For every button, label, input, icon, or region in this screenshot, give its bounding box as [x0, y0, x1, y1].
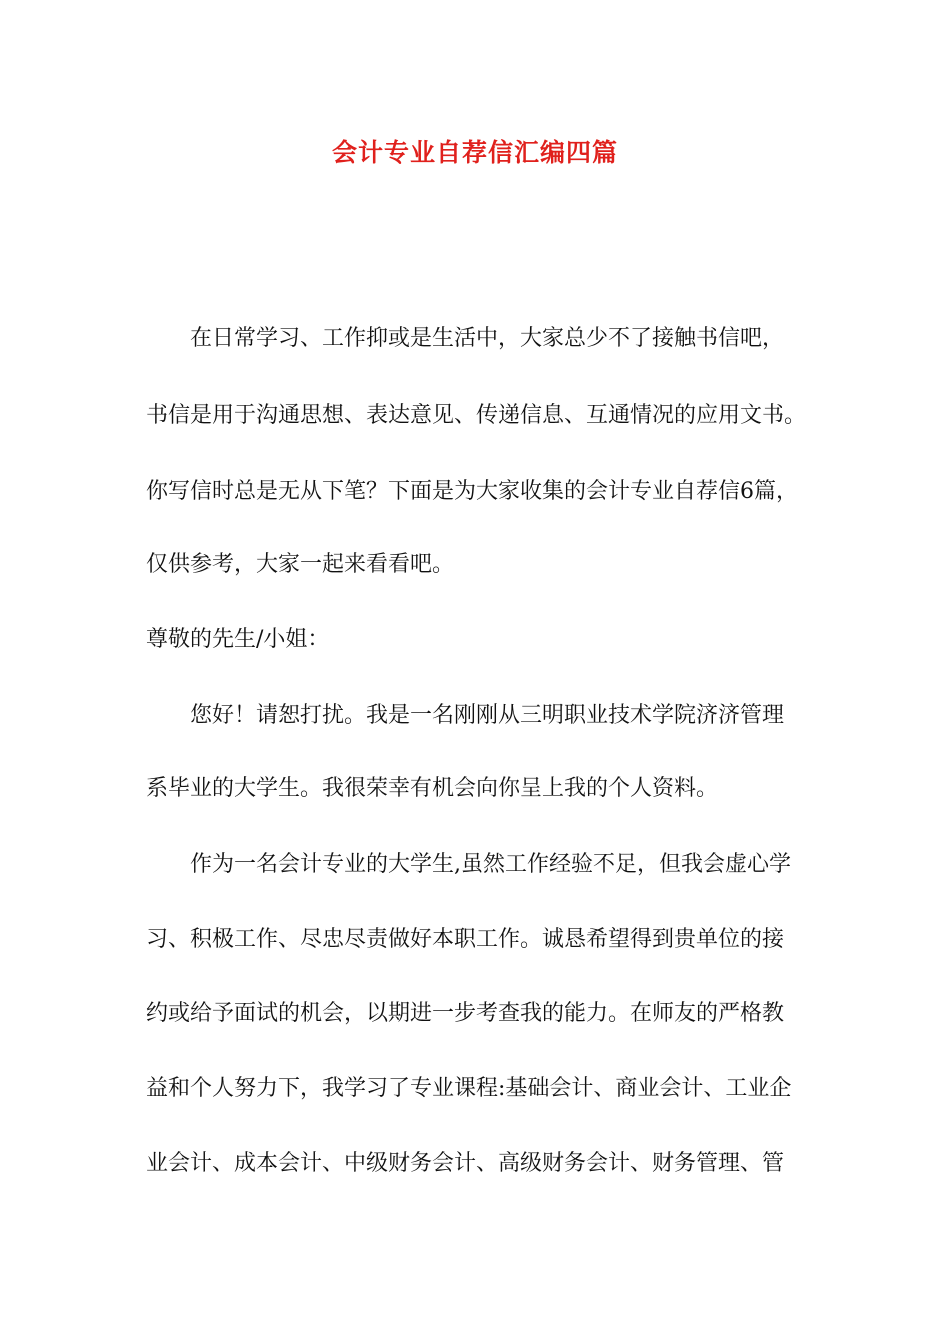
paragraph-line: 您好！请恕打扰。我是一名刚刚从三明职业技术学院济济管理 [190, 703, 785, 728]
paragraph-line: 系毕业的大学生。我很荣幸有机会向你呈上我的个人资料。 [146, 776, 719, 801]
paragraph-line: 在日常学习、工作抑或是生活中，大家总少不了接触书信吧， [190, 326, 785, 351]
paragraph-line: 约或给予面试的机会，以期进一步考查我的能力。在师友的严格教 [146, 1001, 785, 1026]
paragraph-line: 益和个人努力下，我学习了专业课程:基础会计、商业会计、工业企 [146, 1076, 792, 1101]
paragraph-line: 业会计、成本会计、中级财务会计、高级财务会计、财务管理、管 [146, 1151, 785, 1176]
paragraph-line: 书信是用于沟通思想、表达意见、传递信息、互通情况的应用文书。 [146, 403, 807, 428]
paragraph-line: 仅供参考，大家一起来看看吧。 [146, 552, 455, 577]
paragraph-line: 作为一名会计专业的大学生,虽然工作经验不足，但我会虚心学 [190, 852, 791, 877]
paragraph-line: 你写信时总是无从下笔？下面是为大家收集的会计专业自荐信6篇， [146, 479, 798, 504]
document-title: 会计专业自荐信汇编四篇 [331, 138, 618, 167]
salutation-line: 尊敬的先生/小姐： [146, 627, 330, 652]
paragraph-line: 习、积极工作、尽忠尽责做好本职工作。诚恳希望得到贵单位的接 [146, 927, 785, 952]
